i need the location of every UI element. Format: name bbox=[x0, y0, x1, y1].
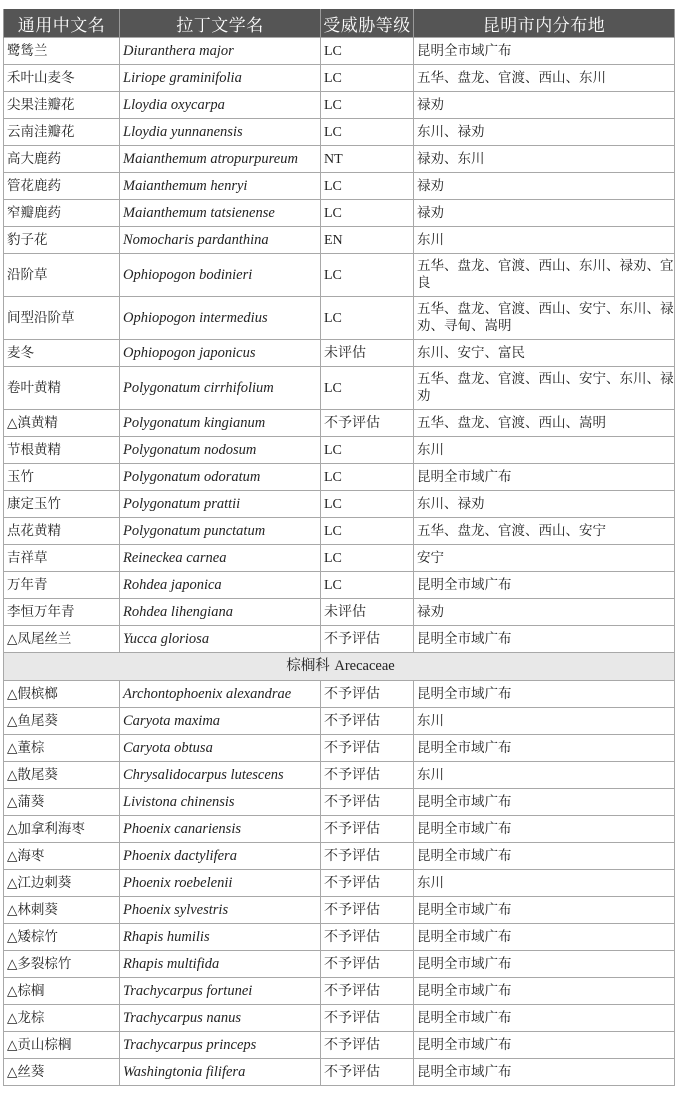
chinese-name-cell: 窄瓣鹿药 bbox=[4, 200, 120, 227]
latin-name-cell: Polygonatum odoratum bbox=[120, 464, 321, 491]
table-row bbox=[4, 340, 675, 367]
latin-name-cell: Polygonatum kingianum bbox=[120, 410, 321, 437]
chinese-name-cell: △蒲葵 bbox=[4, 789, 120, 816]
chinese-name-cell: △多裂棕竹 bbox=[4, 951, 120, 978]
table-row bbox=[4, 437, 675, 464]
threat-level-cell: LC bbox=[321, 572, 414, 599]
header-chinese-name: 通用中文名 bbox=[4, 9, 120, 38]
latin-name-cell: Maianthemum tatsienense bbox=[120, 200, 321, 227]
latin-name-cell: Reineckea carnea bbox=[120, 545, 321, 572]
table-row bbox=[4, 92, 675, 119]
table-row bbox=[4, 789, 675, 816]
distribution-cell: 东川、安宁、富民 bbox=[414, 340, 675, 367]
chinese-name-cell: 管花鹿药 bbox=[4, 173, 120, 200]
table-row bbox=[4, 227, 675, 254]
chinese-name-cell: 点花黄精 bbox=[4, 518, 120, 545]
threat-level-cell: LC bbox=[321, 65, 414, 92]
distribution-cell: 昆明全市域广布 bbox=[414, 1005, 675, 1032]
distribution-cell: 五华、盘龙、官渡、西山、嵩明 bbox=[414, 410, 675, 437]
distribution-cell: 东川 bbox=[414, 870, 675, 897]
chinese-name-cell: △林刺葵 bbox=[4, 897, 120, 924]
chinese-name-cell: △贡山棕榈 bbox=[4, 1032, 120, 1059]
latin-name-cell: Polygonatum prattii bbox=[120, 491, 321, 518]
distribution-cell: 东川、禄劝 bbox=[414, 119, 675, 146]
threat-level-cell: 不予评估 bbox=[321, 681, 414, 708]
table-row bbox=[4, 254, 675, 297]
distribution-cell: 昆明全市域广布 bbox=[414, 816, 675, 843]
latin-name-cell: Rohdea japonica bbox=[120, 572, 321, 599]
latin-name-cell: Trachycarpus fortunei bbox=[120, 978, 321, 1005]
threat-level-cell: 不予评估 bbox=[321, 978, 414, 1005]
threat-level-cell: 不予评估 bbox=[321, 708, 414, 735]
chinese-name-cell: △凤尾丝兰 bbox=[4, 626, 120, 653]
latin-name-cell: Diuranthera major bbox=[120, 38, 321, 65]
chinese-name-cell: △鱼尾葵 bbox=[4, 708, 120, 735]
distribution-cell: 五华、盘龙、官渡、西山、安宁、东川、禄劝、寻甸、嵩明 bbox=[414, 297, 675, 340]
latin-name-cell: Livistona chinensis bbox=[120, 789, 321, 816]
table-row bbox=[4, 1032, 675, 1059]
threat-level-cell: 不予评估 bbox=[321, 410, 414, 437]
threat-level-cell: 不予评估 bbox=[321, 951, 414, 978]
chinese-name-cell: △丝葵 bbox=[4, 1059, 120, 1086]
distribution-cell: 安宁 bbox=[414, 545, 675, 572]
latin-name-cell: Liriope graminifolia bbox=[120, 65, 321, 92]
table-row bbox=[4, 200, 675, 227]
latin-name-cell: Rhapis humilis bbox=[120, 924, 321, 951]
distribution-cell: 东川 bbox=[414, 437, 675, 464]
threat-level-cell: 不予评估 bbox=[321, 789, 414, 816]
family-chinese-name: 棕榈科 bbox=[286, 658, 330, 674]
distribution-cell: 昆明全市域广布 bbox=[414, 572, 675, 599]
table-row bbox=[4, 1005, 675, 1032]
distribution-cell: 昆明全市域广布 bbox=[414, 951, 675, 978]
chinese-name-cell: △董棕 bbox=[4, 735, 120, 762]
distribution-cell: 五华、盘龙、官渡、西山、安宁、东川、禄劝 bbox=[414, 367, 675, 410]
latin-name-cell: Rohdea lihengiana bbox=[120, 599, 321, 626]
chinese-name-cell: △滇黄精 bbox=[4, 410, 120, 437]
threat-level-cell: 不予评估 bbox=[321, 870, 414, 897]
latin-name-cell: Ophiopogon intermedius bbox=[120, 297, 321, 340]
latin-name-cell: Maianthemum henryi bbox=[120, 173, 321, 200]
threat-level-cell: 不予评估 bbox=[321, 735, 414, 762]
header-distribution: 昆明市内分布地 bbox=[414, 9, 675, 38]
distribution-cell: 五华、盘龙、官渡、西山、东川 bbox=[414, 65, 675, 92]
distribution-cell: 禄劝、东川 bbox=[414, 146, 675, 173]
distribution-cell: 昆明全市域广布 bbox=[414, 843, 675, 870]
distribution-cell: 昆明全市域广布 bbox=[414, 735, 675, 762]
threat-level-cell: 未评估 bbox=[321, 340, 414, 367]
latin-name-cell: Caryota maxima bbox=[120, 708, 321, 735]
chinese-name-cell: 麦冬 bbox=[4, 340, 120, 367]
table-row bbox=[4, 464, 675, 491]
threat-level-cell: LC bbox=[321, 200, 414, 227]
family-latin-name: Arecaceae bbox=[334, 658, 395, 674]
latin-name-cell: Chrysalidocarpus lutescens bbox=[120, 762, 321, 789]
threat-level-cell: 不予评估 bbox=[321, 924, 414, 951]
distribution-cell: 昆明全市域广布 bbox=[414, 1032, 675, 1059]
threat-level-cell: 未评估 bbox=[321, 599, 414, 626]
threat-level-cell: EN bbox=[321, 227, 414, 254]
threat-level-cell: 不予评估 bbox=[321, 1005, 414, 1032]
distribution-cell: 昆明全市域广布 bbox=[414, 789, 675, 816]
distribution-cell: 昆明全市域广布 bbox=[414, 38, 675, 65]
distribution-cell: 五华、盘龙、官渡、西山、安宁 bbox=[414, 518, 675, 545]
threat-level-cell: LC bbox=[321, 92, 414, 119]
table-row bbox=[4, 173, 675, 200]
table-row bbox=[4, 897, 675, 924]
latin-name-cell: Yucca gloriosa bbox=[120, 626, 321, 653]
threat-level-cell: 不予评估 bbox=[321, 1032, 414, 1059]
latin-name-cell: Ophiopogon bodinieri bbox=[120, 254, 321, 297]
chinese-name-cell: 玉竹 bbox=[4, 464, 120, 491]
distribution-cell: 昆明全市域广布 bbox=[414, 978, 675, 1005]
table-row bbox=[4, 65, 675, 92]
distribution-cell: 昆明全市域广布 bbox=[414, 1059, 675, 1086]
table-row bbox=[4, 626, 675, 653]
distribution-cell: 昆明全市域广布 bbox=[414, 924, 675, 951]
header-threat-level: 受威胁等级 bbox=[321, 9, 414, 38]
table-row bbox=[4, 924, 675, 951]
chinese-name-cell: 云南洼瓣花 bbox=[4, 119, 120, 146]
table-row bbox=[4, 146, 675, 173]
chinese-name-cell: △龙棕 bbox=[4, 1005, 120, 1032]
chinese-name-cell: △海枣 bbox=[4, 843, 120, 870]
chinese-name-cell: △矮棕竹 bbox=[4, 924, 120, 951]
chinese-name-cell: 高大鹿药 bbox=[4, 146, 120, 173]
latin-name-cell: Lloydia oxycarpa bbox=[120, 92, 321, 119]
latin-name-cell: Polygonatum nodosum bbox=[120, 437, 321, 464]
threat-level-cell: LC bbox=[321, 119, 414, 146]
table-row bbox=[4, 708, 675, 735]
latin-name-cell: Lloydia yunnanensis bbox=[120, 119, 321, 146]
table-row bbox=[4, 735, 675, 762]
table-row bbox=[4, 491, 675, 518]
table-row bbox=[4, 572, 675, 599]
latin-name-cell: Rhapis multifida bbox=[120, 951, 321, 978]
latin-name-cell: Phoenix sylvestris bbox=[120, 897, 321, 924]
threat-level-cell: 不予评估 bbox=[321, 816, 414, 843]
header-latin-name: 拉丁文学名 bbox=[120, 9, 321, 38]
distribution-cell: 东川 bbox=[414, 227, 675, 254]
table-row bbox=[4, 119, 675, 146]
latin-name-cell: Phoenix dactylifera bbox=[120, 843, 321, 870]
table-row bbox=[4, 410, 675, 437]
chinese-name-cell: 万年青 bbox=[4, 572, 120, 599]
distribution-cell: 东川、禄劝 bbox=[414, 491, 675, 518]
table-row bbox=[4, 843, 675, 870]
table-row bbox=[4, 870, 675, 897]
chinese-name-cell: △棕榈 bbox=[4, 978, 120, 1005]
distribution-cell: 昆明全市域广布 bbox=[414, 681, 675, 708]
chinese-name-cell: 豹子花 bbox=[4, 227, 120, 254]
table-row bbox=[4, 518, 675, 545]
chinese-name-cell: △江边刺葵 bbox=[4, 870, 120, 897]
latin-name-cell: Phoenix canariensis bbox=[120, 816, 321, 843]
chinese-name-cell: △假槟榔 bbox=[4, 681, 120, 708]
chinese-name-cell: △加拿利海枣 bbox=[4, 816, 120, 843]
distribution-cell: 五华、盘龙、官渡、西山、东川、禄劝、宜良 bbox=[414, 254, 675, 297]
latin-name-cell: Trachycarpus princeps bbox=[120, 1032, 321, 1059]
threat-level-cell: LC bbox=[321, 254, 414, 297]
chinese-name-cell: 节根黄精 bbox=[4, 437, 120, 464]
distribution-cell: 昆明全市域广布 bbox=[414, 626, 675, 653]
threat-level-cell: 不予评估 bbox=[321, 897, 414, 924]
table-row bbox=[4, 978, 675, 1005]
latin-name-cell: Archontophoenix alexandrae bbox=[120, 681, 321, 708]
threat-level-cell: LC bbox=[321, 297, 414, 340]
table-row bbox=[4, 951, 675, 978]
distribution-cell: 东川 bbox=[414, 762, 675, 789]
species-table bbox=[3, 9, 675, 1086]
threat-level-cell: 不予评估 bbox=[321, 843, 414, 870]
chinese-name-cell: 鹭鸶兰 bbox=[4, 38, 120, 65]
table-row bbox=[4, 1059, 675, 1086]
distribution-cell: 禄劝 bbox=[414, 200, 675, 227]
table-row bbox=[4, 297, 675, 340]
family-header-row bbox=[4, 653, 675, 681]
table-row bbox=[4, 38, 675, 65]
threat-level-cell: 不予评估 bbox=[321, 626, 414, 653]
threat-level-cell: LC bbox=[321, 367, 414, 410]
chinese-name-cell: 康定玉竹 bbox=[4, 491, 120, 518]
latin-name-cell: Caryota obtusa bbox=[120, 735, 321, 762]
threat-level-cell: 不予评估 bbox=[321, 762, 414, 789]
threat-level-cell: LC bbox=[321, 545, 414, 572]
table-row bbox=[4, 816, 675, 843]
threat-level-cell: LC bbox=[321, 173, 414, 200]
chinese-name-cell: 李恒万年青 bbox=[4, 599, 120, 626]
table-row bbox=[4, 599, 675, 626]
threat-level-cell: LC bbox=[321, 437, 414, 464]
table-row bbox=[4, 681, 675, 708]
distribution-cell: 禄劝 bbox=[414, 92, 675, 119]
threat-level-cell: LC bbox=[321, 518, 414, 545]
threat-level-cell: 不予评估 bbox=[321, 1059, 414, 1086]
latin-name-cell: Trachycarpus nanus bbox=[120, 1005, 321, 1032]
chinese-name-cell: 卷叶黄精 bbox=[4, 367, 120, 410]
latin-name-cell: Phoenix roebelenii bbox=[120, 870, 321, 897]
chinese-name-cell: 吉祥草 bbox=[4, 545, 120, 572]
distribution-cell: 禄劝 bbox=[414, 173, 675, 200]
family-name-cell bbox=[4, 653, 675, 681]
distribution-cell: 昆明全市域广布 bbox=[414, 464, 675, 491]
table-row bbox=[4, 545, 675, 572]
distribution-cell: 昆明全市域广布 bbox=[414, 897, 675, 924]
threat-level-cell: LC bbox=[321, 491, 414, 518]
chinese-name-cell: 禾叶山麦冬 bbox=[4, 65, 120, 92]
latin-name-cell: Polygonatum punctatum bbox=[120, 518, 321, 545]
latin-name-cell: Washingtonia filifera bbox=[120, 1059, 321, 1086]
threat-level-cell: NT bbox=[321, 146, 414, 173]
chinese-name-cell: △散尾葵 bbox=[4, 762, 120, 789]
latin-name-cell: Ophiopogon japonicus bbox=[120, 340, 321, 367]
chinese-name-cell: 间型沿阶草 bbox=[4, 297, 120, 340]
header-row bbox=[4, 9, 675, 38]
distribution-cell: 禄劝 bbox=[414, 599, 675, 626]
chinese-name-cell: 沿阶草 bbox=[4, 254, 120, 297]
table-row bbox=[4, 762, 675, 789]
chinese-name-cell: 尖果洼瓣花 bbox=[4, 92, 120, 119]
distribution-cell: 东川 bbox=[414, 708, 675, 735]
latin-name-cell: Nomocharis pardanthina bbox=[120, 227, 321, 254]
threat-level-cell: LC bbox=[321, 464, 414, 491]
threat-level-cell: LC bbox=[321, 38, 414, 65]
table-row bbox=[4, 367, 675, 410]
latin-name-cell: Maianthemum atropurpureum bbox=[120, 146, 321, 173]
latin-name-cell: Polygonatum cirrhifolium bbox=[120, 367, 321, 410]
